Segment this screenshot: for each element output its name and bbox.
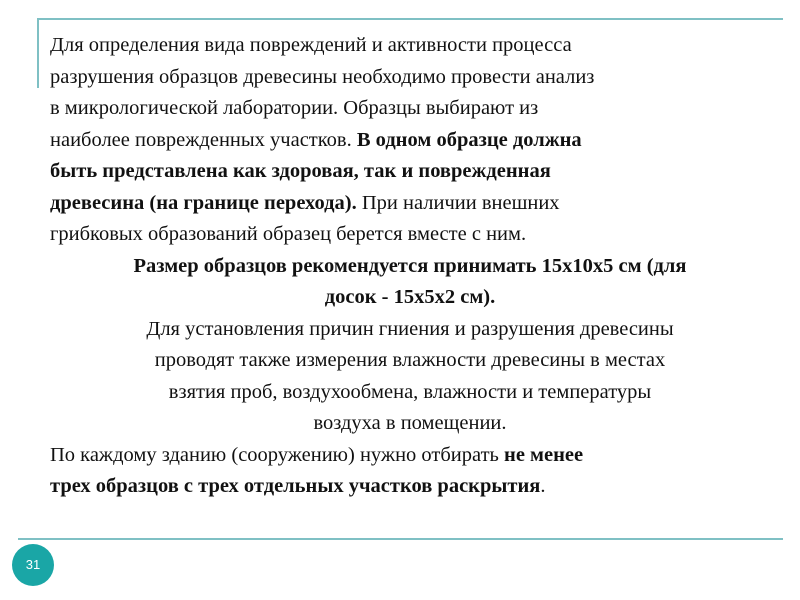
emphasis-text: В одном образце должна bbox=[356, 128, 582, 151]
text-line: Для определения вида повреждений и активности процесса bbox=[50, 34, 572, 56]
bottom-accent-line bbox=[18, 538, 783, 540]
emphasis-text: досок - 15х5х2 см). bbox=[324, 286, 496, 308]
text-line: наиболее поврежденных участков. bbox=[50, 128, 357, 151]
text-line: При наличии внешних bbox=[356, 191, 560, 214]
top-accent-line bbox=[37, 18, 783, 20]
paragraph-sample-size bbox=[50, 251, 770, 314]
text-line: взятия проб, воздухообмена, влажности и температуры bbox=[168, 380, 652, 403]
text-line: проводят также измерения влажности древесины в местах bbox=[154, 349, 666, 371]
text-line: воздуха в помещении. bbox=[313, 412, 507, 434]
paragraph-sample-count bbox=[50, 440, 770, 503]
emphasis-text: Размер образцов рекомендуется принимать 15х10х5 см (для bbox=[133, 254, 687, 277]
emphasis-text: не менее bbox=[504, 443, 584, 466]
emphasis-text: трех образцов с трех отдельных участков раскрытия bbox=[50, 475, 541, 497]
emphasis-text: древесина (на границе перехода). bbox=[50, 191, 357, 214]
text-line: грибковых образований образец берется вместе с ним. bbox=[50, 223, 527, 245]
emphasis-text: быть представлена как здоровая, так и поврежденная bbox=[50, 160, 551, 182]
text-line: По каждому зданию (сооружению) нужно отбирать bbox=[50, 443, 505, 466]
text-line: в микрологической лаборатории. Образцы выбирают из bbox=[50, 97, 539, 119]
text-line: Для установления причин гниения и разрушения древесины bbox=[146, 317, 674, 340]
text-line: . bbox=[540, 475, 546, 497]
slide-number-badge: 31 bbox=[12, 544, 54, 586]
paragraph-measurements bbox=[50, 314, 770, 440]
slide-body bbox=[50, 30, 770, 503]
paragraph-sampling-procedure bbox=[50, 30, 770, 251]
left-accent-line bbox=[37, 18, 39, 88]
text-line: разрушения образцов древесины необходимо провести анализ bbox=[50, 65, 595, 88]
